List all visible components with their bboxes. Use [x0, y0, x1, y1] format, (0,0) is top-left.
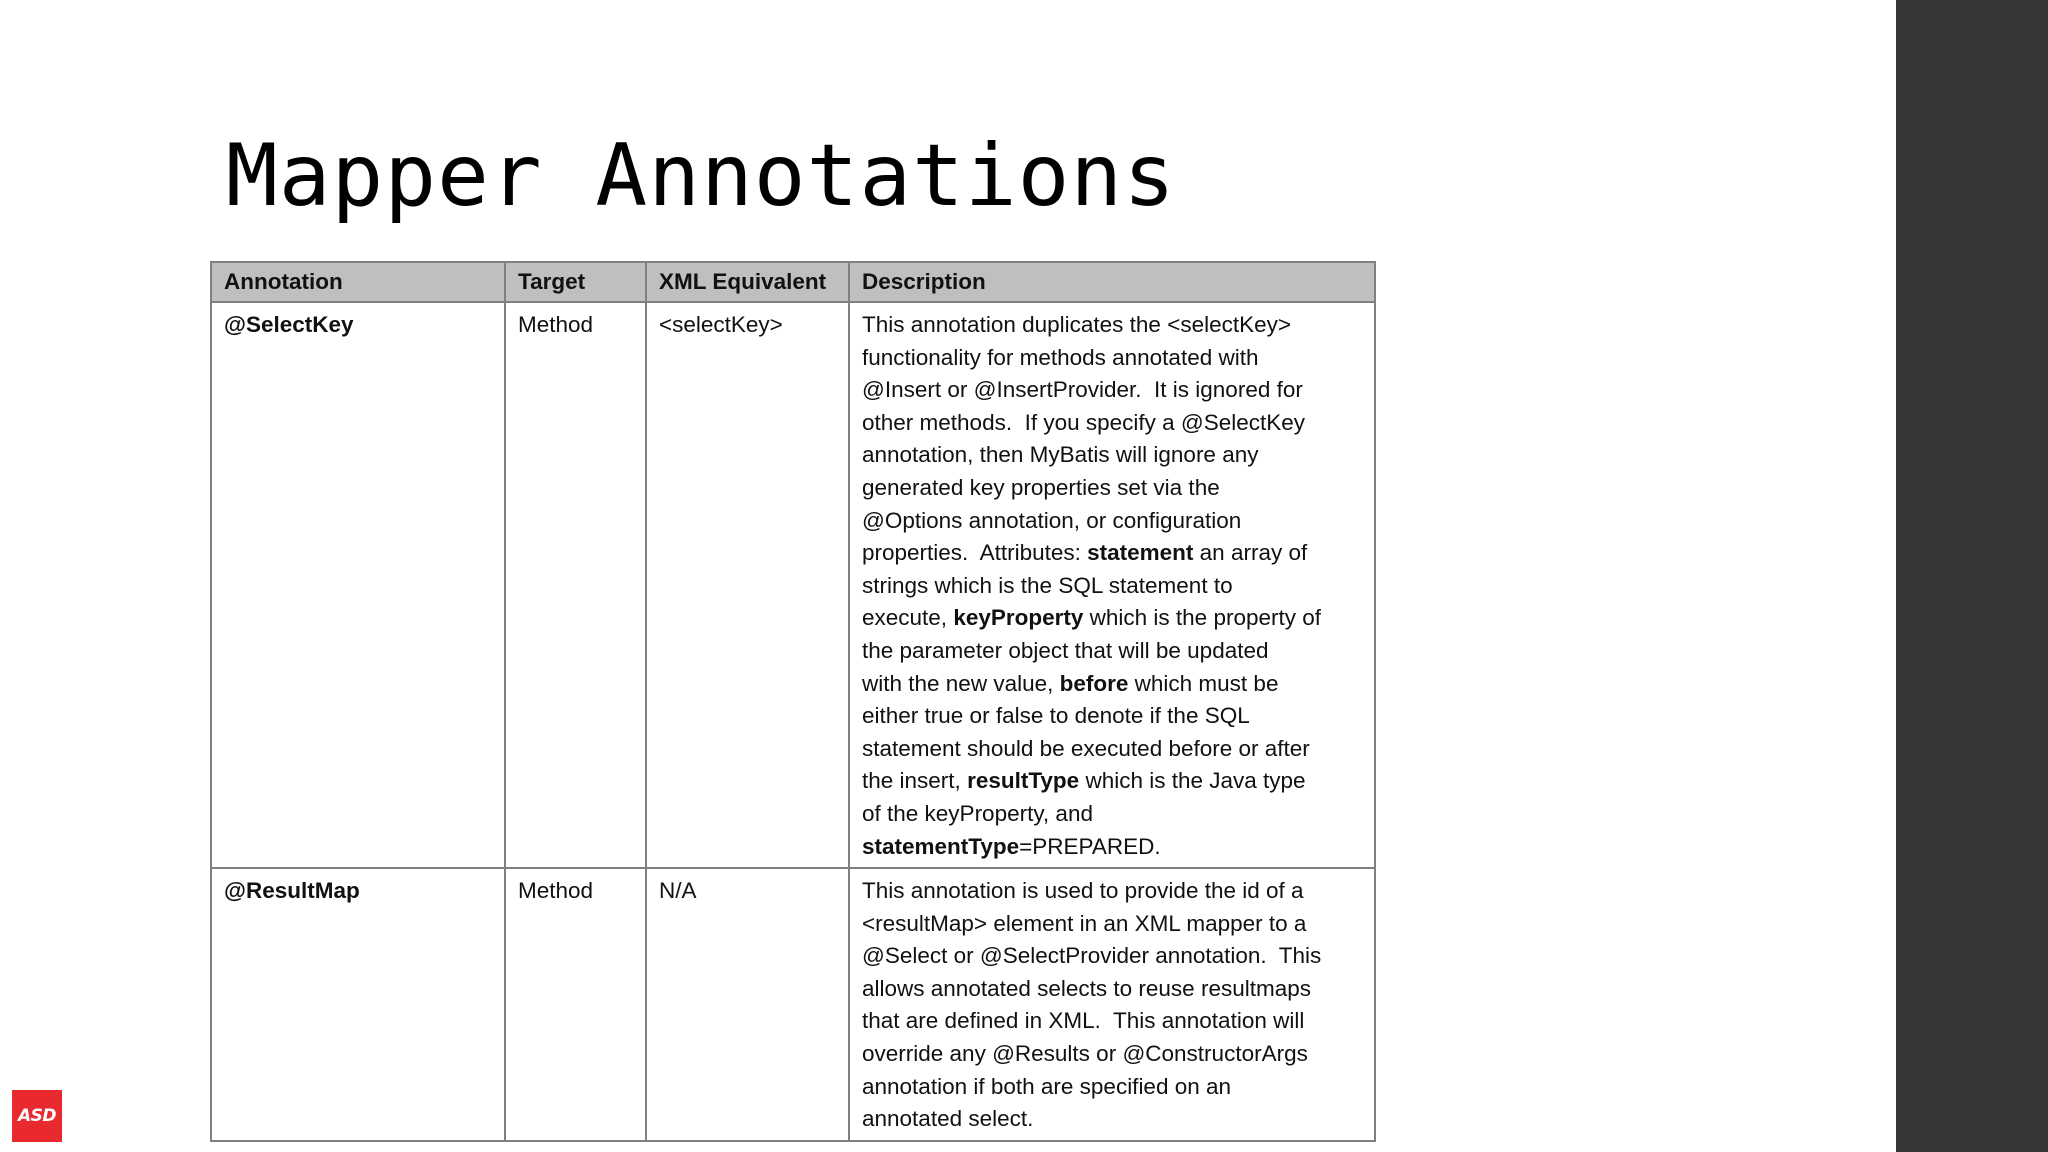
target-cell: Method: [505, 302, 646, 868]
header-xml-equivalent: XML Equivalent: [646, 262, 849, 302]
description-line: other methods. If you specify a @SelectKey: [862, 409, 1306, 435]
description-cell: [849, 868, 1375, 1141]
logo-text: ASD: [17, 1106, 56, 1126]
description-line: @Select or @SelectProvider annotation. This: [862, 943, 1322, 969]
annotation-cell: @SelectKey: [211, 302, 505, 868]
description-line: statementType=PREPARED.: [862, 833, 1161, 859]
slide-title: Mapper Annotations: [226, 126, 1176, 226]
description-line: execute, keyProperty which is the property of: [862, 605, 1322, 631]
table-row: [211, 302, 1375, 868]
header-target: Target: [505, 262, 646, 302]
description-line: @Insert or @InsertProvider. It is ignored for: [862, 377, 1303, 403]
brand-logo: [12, 1090, 62, 1142]
description-line: statement should be executed before or after: [862, 735, 1310, 761]
description-line: properties. Attributes: statement an array of: [862, 540, 1308, 566]
description-line: This annotation duplicates the <selectKey>: [862, 312, 1292, 337]
description-line: This annotation is used to provide the id of a: [862, 878, 1304, 904]
target-cell: Method: [505, 868, 646, 1141]
annotation-cell: @ResultMap: [211, 868, 505, 1141]
description-bold-term: resultType: [967, 768, 1080, 794]
description-line: generated key properties set via the: [862, 474, 1220, 500]
description-line: functionality for methods annotated with: [862, 344, 1259, 370]
description-line: annotated select.: [862, 1106, 1034, 1132]
description-line: allows annotated selects to reuse resultmaps: [862, 975, 1311, 1001]
description-line: <resultMap> element in an XML mapper to a: [862, 910, 1307, 936]
table-row: [211, 868, 1375, 1141]
description-bold-term: keyProperty: [953, 605, 1084, 631]
description-line: the parameter object that will be updated: [862, 637, 1269, 663]
description-line: annotation, then MyBatis will ignore any: [862, 442, 1259, 468]
description-line: the insert, resultType which is the Java type: [862, 768, 1306, 794]
description-line: with the new value, before which must be: [862, 670, 1279, 696]
description-line: either true or false to denote if the SQL: [862, 703, 1250, 729]
xml-equivalent-cell: <selectKey>: [646, 302, 849, 868]
description-line: of the keyProperty, and: [862, 800, 1093, 826]
description-bold-term: before: [1059, 670, 1129, 696]
description-bold-term: statement: [1087, 540, 1194, 566]
description-line: override any @Results or @ConstructorArgs: [862, 1041, 1308, 1067]
annotations-table: [210, 261, 1376, 1142]
header-description: Description: [849, 262, 1375, 302]
description-line: strings which is the SQL statement to: [862, 572, 1233, 598]
description-cell: [849, 302, 1375, 868]
description-bold-term: statementType: [862, 833, 1020, 859]
side-decoration-bar: [1896, 0, 2048, 1152]
header-annotation: Annotation: [211, 262, 505, 302]
description-line: annotation if both are specified on an: [862, 1073, 1232, 1099]
description-line: that are defined in XML. This annotation will: [862, 1008, 1305, 1034]
table-header-row: [211, 262, 1375, 302]
description-line: @Options annotation, or configuration: [862, 507, 1242, 533]
xml-equivalent-cell: N/A: [646, 868, 849, 1141]
